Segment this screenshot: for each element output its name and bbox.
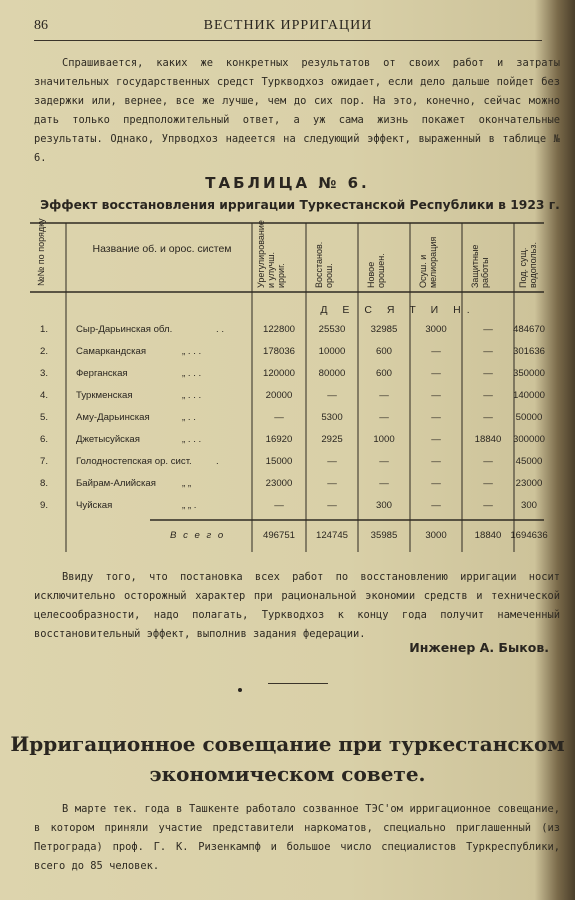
row-leader-dots: „ „ — [182, 478, 192, 489]
article-headline-line-1: Ирригационное совещание при туркестанском — [10, 732, 565, 756]
author-signature: Инженер А. Быков. — [409, 640, 549, 655]
row-value: 32985 — [370, 324, 398, 335]
row-value: — — [431, 390, 441, 401]
row-leader-dots: „ . . . — [182, 434, 202, 445]
row-leader-dots: . — [216, 456, 219, 467]
row-system-name: Джетысуйская — [76, 434, 140, 445]
row-leader-dots: . . — [216, 324, 224, 335]
header-system-name: Название об. и орос. систем — [92, 243, 232, 255]
row-system-name: Самаркандская — [76, 346, 147, 357]
row-value: — — [483, 390, 493, 401]
row-value: — — [327, 500, 337, 511]
row-leader-dots: „ . . — [182, 412, 196, 423]
row-value: — — [379, 478, 389, 489]
row-value: — — [483, 456, 493, 467]
row-value: — — [483, 478, 493, 489]
row-value: 140000 — [512, 390, 545, 401]
row-value: — — [274, 500, 284, 511]
header-protective-works: Защитные работы — [470, 244, 490, 288]
row-value: 5300 — [321, 412, 343, 423]
header-row-number: №№ по порядку — [36, 218, 46, 286]
row-number: 9. — [40, 500, 49, 511]
row-value: 2925 — [321, 434, 343, 445]
row-value: 300000 — [512, 434, 545, 445]
row-value: 301636 — [512, 346, 545, 357]
row-value: 10000 — [318, 346, 346, 357]
total-value: 496751 — [262, 530, 295, 541]
row-value: 45000 — [515, 456, 543, 467]
row-number: 5. — [40, 412, 49, 423]
row-value: — — [327, 478, 337, 489]
row-value: 484670 — [512, 324, 545, 335]
row-system-name: Сыр-Дарьинская обл. — [76, 324, 173, 335]
row-system-name: Аму-Дарьинская — [76, 412, 150, 423]
row-value: — — [431, 456, 441, 467]
row-system-name: Туркменская — [76, 390, 133, 401]
total-value: 18840 — [474, 530, 502, 541]
journal-title: ВЕСТНИК ИРРИГАЦИИ — [203, 18, 373, 33]
row-leader-dots: „ „ . — [182, 500, 197, 511]
row-value: — — [431, 368, 441, 379]
row-value: 18840 — [474, 434, 502, 445]
row-value: — — [431, 412, 441, 423]
total-value: 124745 — [315, 530, 348, 541]
row-number: 3. — [40, 368, 49, 379]
row-value: — — [431, 478, 441, 489]
row-value: 16920 — [265, 434, 293, 445]
header-new-irrigation: Новое орошен. — [366, 253, 386, 288]
row-value: 50000 — [515, 412, 543, 423]
row-value: 300 — [375, 500, 392, 511]
row-value: 600 — [375, 368, 392, 379]
row-value: — — [431, 500, 441, 511]
row-system-name: Голодностепская ор. сист. — [76, 456, 192, 467]
row-value: 80000 — [318, 368, 346, 379]
row-number: 8. — [40, 478, 49, 489]
row-value: — — [379, 412, 389, 423]
header-drainage: Осуш. и мелиорация — [418, 236, 438, 288]
row-value: 1000 — [373, 434, 395, 445]
row-value: 20000 — [265, 390, 293, 401]
row-value: — — [483, 500, 493, 511]
irrigation-table — [30, 218, 548, 554]
article-headline-line-2: экономическом совете. — [149, 762, 426, 786]
unit-row: Д Е С Я Т И Н. — [320, 304, 476, 316]
row-leader-dots: „ . . . — [182, 346, 202, 357]
row-system-name: Ферганская — [76, 368, 128, 379]
row-number: 7. — [40, 456, 49, 467]
row-value: — — [327, 456, 337, 467]
row-value: — — [431, 346, 441, 357]
row-value: — — [483, 368, 493, 379]
row-value: — — [274, 412, 284, 423]
header-regulation: Урегулирование и улучш. ирриг. — [256, 220, 286, 288]
table-title: ТАБЛИЦА № 6. — [205, 174, 370, 192]
intro-paragraph: Спрашивается, каких же конкретных результатов от своих работ и затраты значительных государственных средст Туркводхоз ожидает, если дело дальше пойдет без задержки или, вернее, все же лучше, чем до сих пор. На это, конечно, сейчас можно дать только предположительный ответ, а уж сама жизнь покажет окончательные результаты. Однако, Упрводхоз надеется на следующий эффект, выраженный в таблице № 6. — [34, 57, 560, 164]
conclusion-paragraph: Ввиду того, что постановка всех работ по восстановлению ирригации носит исключительно осторожный характер при рациональной экономии средств и технической целесообразности, надо полагать, Туркводхоз к концу года получит намеченный восстановительный эффект, выполнив задания федерации. — [34, 571, 560, 640]
row-value: — — [431, 434, 441, 445]
row-number: 6. — [40, 434, 49, 445]
total-value: 35985 — [370, 530, 398, 541]
article-paragraph: В марте тек. года в Ташкенте работало созванное ТЭС'ом ирригационное совещание, в котором приняли участие представители наркоматов, специально приглашенный (из Петрограда) проф. Г. К. Ризенкампф и большое число специалистов Туркреспублики, всего до 85 человек. — [34, 803, 560, 872]
row-value: — — [483, 346, 493, 357]
header-restored-irrigation: Восстанов. орош. — [314, 241, 334, 288]
row-value: — — [379, 456, 389, 467]
row-value: 300 — [520, 500, 537, 511]
row-value: 25530 — [318, 324, 346, 335]
row-value: — — [379, 390, 389, 401]
page-number: 86 — [34, 18, 48, 33]
row-value: — — [483, 324, 493, 335]
row-number: 4. — [40, 390, 49, 401]
row-leader-dots: „ . . . — [182, 368, 202, 379]
row-number: 2. — [40, 346, 49, 357]
row-leader-dots: „ . . . — [182, 390, 202, 401]
separator-rule — [268, 683, 328, 684]
row-value: 600 — [375, 346, 392, 357]
row-number: 1. — [40, 324, 49, 335]
row-value: — — [327, 390, 337, 401]
row-value: 120000 — [262, 368, 295, 379]
total-value: 1694636 — [510, 530, 548, 541]
row-value: 23000 — [515, 478, 543, 489]
header-existing-water-use: Под. сущ. водопольз. — [518, 242, 538, 288]
row-system-name: Чуйская — [76, 500, 113, 511]
row-value: 178036 — [262, 346, 295, 357]
row-value: 350000 — [512, 368, 545, 379]
row-system-name: Байрам-Алийская — [76, 478, 156, 489]
total-value: 3000 — [425, 530, 447, 541]
page-header — [34, 18, 542, 41]
row-value: 122800 — [262, 324, 295, 335]
table-subtitle: Эффект восстановления ирригации Туркестанской Республики в 1923 г. — [40, 198, 560, 212]
row-value: 15000 — [265, 456, 293, 467]
separator-dot — [238, 688, 242, 692]
row-value: — — [483, 412, 493, 423]
row-value: 3000 — [425, 324, 447, 335]
total-label: В с е г о — [170, 530, 226, 541]
row-value: 23000 — [265, 478, 293, 489]
